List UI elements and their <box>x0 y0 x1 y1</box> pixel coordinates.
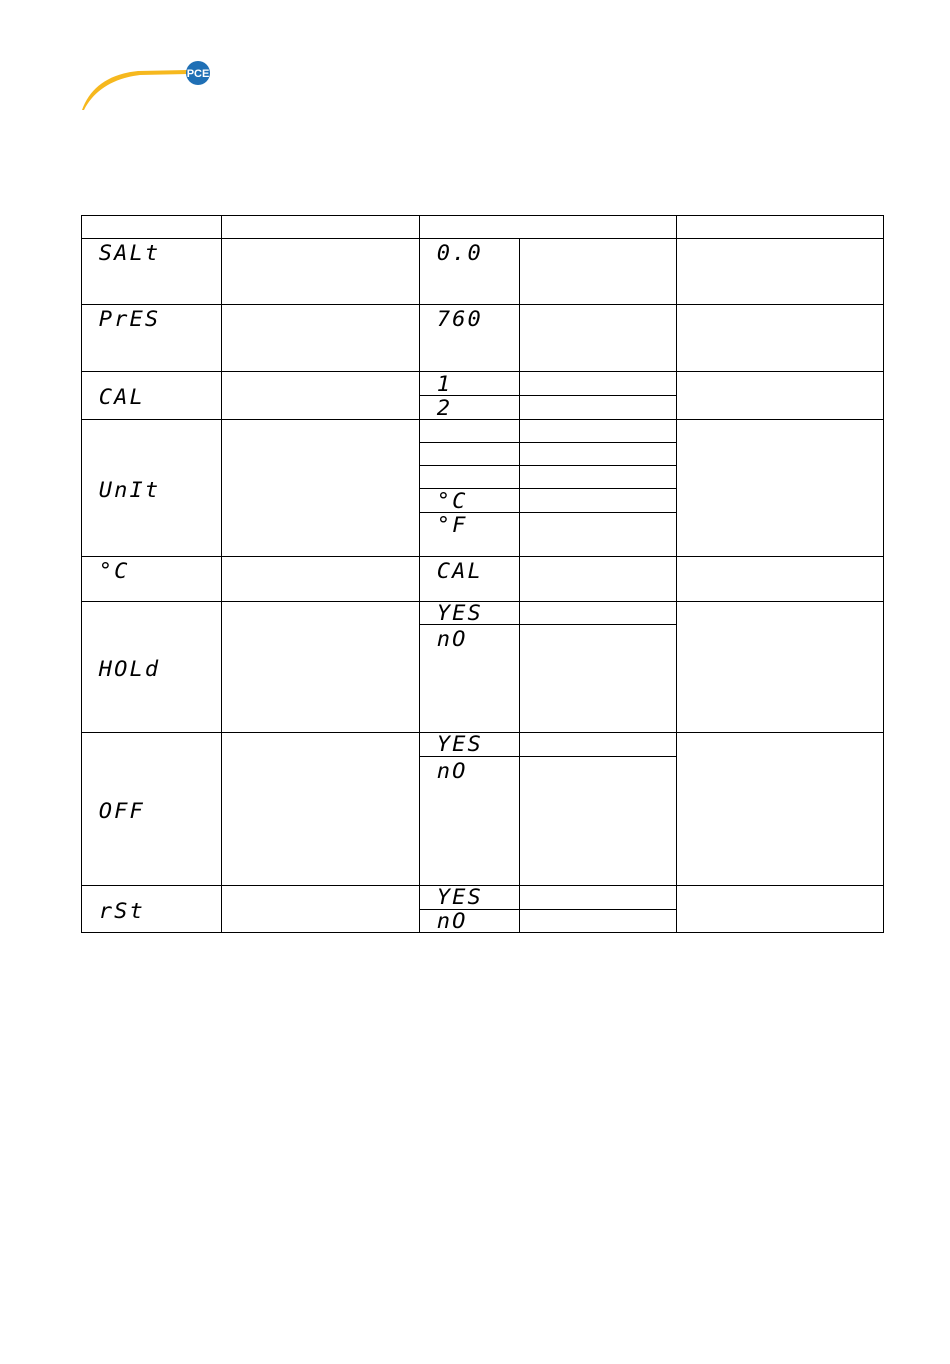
option-value: nO <box>436 759 468 783</box>
option-value: CAL <box>436 559 483 583</box>
value-cell <box>420 757 520 886</box>
option-desc-cell <box>520 466 677 489</box>
option-value: 1 <box>436 372 453 396</box>
table-row <box>82 239 884 305</box>
value-cell <box>420 396 520 420</box>
option-value: YES <box>436 885 483 909</box>
description-cell <box>222 557 420 602</box>
value-cell <box>420 625 520 733</box>
value-cell <box>420 372 520 396</box>
option-desc-cell <box>520 557 677 602</box>
header-cell <box>82 216 222 239</box>
description-cell <box>222 239 420 305</box>
option-value: YES <box>436 601 483 625</box>
option-value: YES <box>436 732 483 756</box>
option-value: °F <box>436 513 468 537</box>
option-desc-cell <box>520 489 677 513</box>
note-cell <box>677 372 884 420</box>
note-cell <box>677 557 884 602</box>
param-code: PrES <box>98 307 161 331</box>
param-cell <box>82 886 222 933</box>
option-desc-cell <box>520 443 677 466</box>
option-desc-cell <box>520 886 677 910</box>
option-desc-cell <box>520 396 677 420</box>
description-cell <box>222 305 420 372</box>
value-cell <box>420 466 520 489</box>
value-cell <box>420 305 520 372</box>
option-desc-cell <box>520 420 677 443</box>
table-header-row <box>82 216 884 239</box>
option-desc-cell <box>520 733 677 757</box>
option-desc-cell <box>520 757 677 886</box>
table-row <box>82 305 884 372</box>
note-cell <box>677 602 884 733</box>
note-cell <box>677 305 884 372</box>
description-cell <box>222 733 420 886</box>
table-row <box>82 557 884 602</box>
header-cell <box>420 216 677 239</box>
option-desc-cell <box>520 372 677 396</box>
value-cell <box>420 513 520 557</box>
table-row <box>82 420 884 443</box>
param-code: rSt <box>98 898 145 923</box>
option-desc-cell <box>520 910 677 933</box>
description-cell <box>222 602 420 733</box>
value-cell <box>420 420 520 443</box>
param-code: UnIt <box>98 477 161 502</box>
value-cell <box>420 443 520 466</box>
parameter-table <box>81 215 884 933</box>
description-cell <box>222 372 420 420</box>
param-cell <box>82 733 222 886</box>
option-value <box>420 443 524 446</box>
option-value: 760 <box>436 307 483 331</box>
description-cell <box>222 420 420 557</box>
table-row <box>82 733 884 757</box>
param-cell <box>82 602 222 733</box>
param-code: OFF <box>98 798 145 823</box>
option-value: 2 <box>436 396 453 420</box>
description-cell <box>222 886 420 933</box>
param-cell <box>82 557 222 602</box>
param-code: CAL <box>98 385 145 409</box>
value-cell <box>420 733 520 757</box>
logo-text: PCE <box>186 68 210 80</box>
note-cell <box>677 886 884 933</box>
note-cell <box>677 420 884 557</box>
param-code: HOLd <box>98 656 161 681</box>
value-cell <box>420 489 520 513</box>
pce-logo <box>78 60 218 112</box>
param-cell <box>82 305 222 372</box>
value-cell <box>420 557 520 602</box>
table-row <box>82 886 884 910</box>
note-cell <box>677 239 884 305</box>
value-cell <box>420 910 520 933</box>
option-value: nO <box>436 627 468 651</box>
param-cell <box>82 239 222 305</box>
option-desc-cell <box>520 239 677 305</box>
param-code: SALt <box>98 241 161 265</box>
header-cell <box>222 216 420 239</box>
option-value: 0.0 <box>436 241 483 265</box>
option-value: nO <box>436 909 468 933</box>
value-cell <box>420 239 520 305</box>
param-cell <box>82 420 222 557</box>
header-cell <box>677 216 884 239</box>
value-cell <box>420 886 520 910</box>
option-desc-cell <box>520 513 677 557</box>
note-cell <box>677 733 884 886</box>
value-cell <box>420 602 520 625</box>
option-value: °C <box>436 489 468 513</box>
option-value <box>420 466 524 469</box>
option-desc-cell <box>520 625 677 733</box>
option-desc-cell <box>520 305 677 372</box>
option-value <box>420 420 524 423</box>
param-code: °C <box>98 559 130 583</box>
option-desc-cell <box>520 602 677 625</box>
table-row <box>82 372 884 396</box>
param-cell <box>82 372 222 420</box>
table-row <box>82 602 884 625</box>
